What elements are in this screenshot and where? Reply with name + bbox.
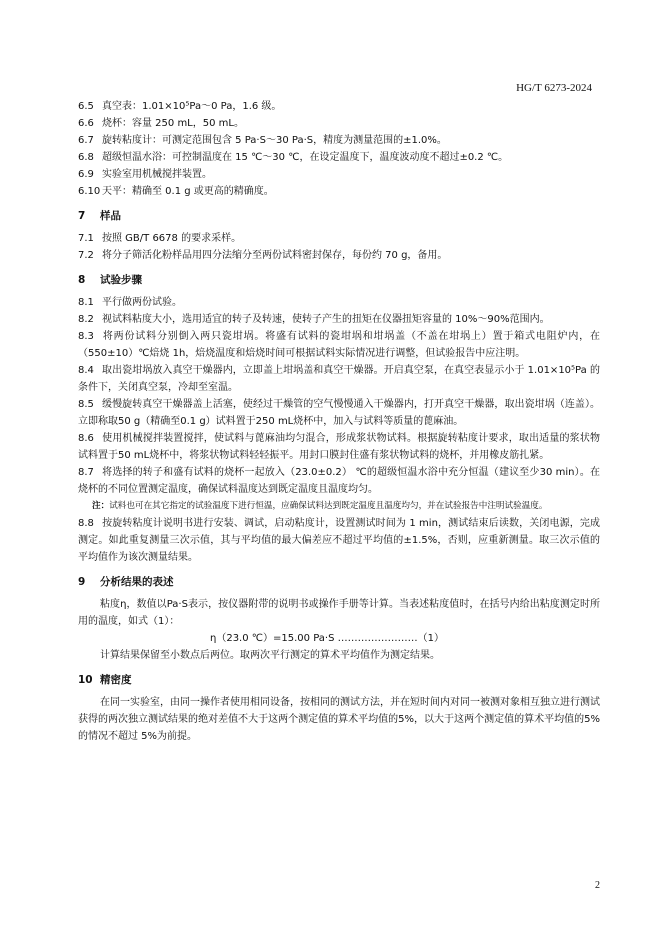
note: 注：试料也可在其它指定的试验温度下进行恒温，应确保试料达到既定温度且温度均匀，并在试验报告中注明试验温度。 [92, 501, 548, 511]
section-7-heading: 7 样品 [78, 210, 121, 222]
clause-8-2: 8.2 视试料粘度大小，选用适宜的转子及转速，使转子产生的扭矩在仪器扭矩容量的 10%～90%范围内。 [78, 314, 550, 325]
clause-8-6: 8.6 使用机械搅拌装置搅拌，使试料与蓖麻油均匀混合，形成浆状物试料。根据旋转粘度计要求，取出适量的浆状物试料置于50 mL烧杯中，将浆状物试料轻轻振平。用封口膜封住盛有浆状物试料的烧杯，并用橡皮筋扎紧。 [78, 433, 600, 461]
clause-8-3: 8.3 将两份试料分别倒入两只瓷坩埚。将盛有试料的瓷坩埚和坩埚盖（不盖在坩埚上）置于箱式电阻炉内，在（550±10）℃焙烧 1h，焙烧温度和焙烧时间可根据试料实际情况进行调整，但试验报告中应注明。 [78, 331, 600, 359]
apparatus-list [78, 98, 600, 200]
page-number: 2 [595, 880, 600, 891]
page-content [78, 98, 600, 745]
clause-7-2: 7.2 将分子筛活化粉样品用四分法缩分至两份试料密封保存，每份约 70 g，备用。 [78, 250, 448, 261]
clause-8-7: 8.7 将选择的转子和盛有试料的烧杯一起放入（23.0±0.2） ℃的超级恒温水浴中充分恒温（建议至少30 min）。在烧杯的不同位置测定温度，确保试料温度达到既定温度且温度均匀。 [78, 467, 600, 495]
clause-6-8: 6.8 超级恒温水浴：可控制温度在 15 ℃～30 ℃，在设定温度下，温度波动度不超过±0.2 ℃。 [78, 152, 509, 163]
clause-8-5: 8.5 缓慢旋转真空干燥器盖上活塞，使经过干燥管的空气慢慢通入干燥器内，打开真空干燥器，取出瓷坩埚（连盖）。立即称取50 g（精确至0.1 g）试料置于250 mL烧杯中，加入与试料等质量的蓖麻油。 [78, 399, 600, 427]
clause-7-1: 7.1 按照 GB/T 6678 的要求采样。 [78, 233, 242, 244]
formula-1: η（23.0 ℃）=15.00 Pa·S ……………………（1） [210, 633, 444, 644]
section-9-heading: 9 分析结果的表述 [78, 576, 174, 588]
section-9-paragraph-1: 粘度η，数值以Pa·S表示，按仪器附带的说明书或操作手册等计算。当表述粘度值时，在括号内给出粘度测定时所用的温度，如式（1）： [78, 599, 600, 627]
clause-6-10: 6.10 天平：精确至 0.1 g 或更高的精确度。 [78, 186, 274, 197]
clause-6-5: 6.5 真空表：1.01×10⁵Pa～0 Pa，1.6 级。 [78, 101, 282, 112]
clause-8-8: 8.8 按旋转粘度计说明书进行安装、调试，启动粘度计，设置测试时间为 1 min，测试结束后读数，关闭电源，完成测定。如此重复测量三次示值，其与平均值的最大偏差应不超过平均值的±1.5%，否则，应重新测量。取三次示值的平均值作为该次测量结果。 [78, 518, 600, 563]
standard-number: HG/T 6273-2024 [516, 82, 592, 94]
section-9-paragraph-2: 计算结果保留至小数点后两位。取两次平行测定的算术平均值作为测定结果。 [100, 650, 440, 661]
clause-8-4: 8.4 取出瓷坩埚放入真空干燥器内，立即盖上坩埚盖和真空干燥器。开启真空泵，在真空表显示小于 1.01×10⁵Pa 的条件下，关闭真空泵，冷却至室温。 [78, 365, 600, 393]
clause-8-1: 8.1 平行做两份试验。 [78, 297, 182, 308]
clause-6-6: 6.6 烧杯：容量 250 mL，50 mL。 [78, 118, 244, 129]
clause-6-9: 6.9 实验室用机械搅拌装置。 [78, 169, 212, 180]
section-10-heading: 10 精密度 [78, 674, 132, 686]
section-10-paragraph: 在同一实验室，由同一操作者使用相同设备，按相同的测试方法，并在短时间内对同一被测对象相互独立进行测试获得的两次独立测试结果的绝对差值不大于这两个测定值的算术平均值的5%，以大于这两个测定值的算术平均值的5%的情况不超过 5%为前提。 [78, 697, 600, 742]
section-8-heading: 8 试验步骤 [78, 274, 142, 286]
clause-6-7: 6.7 旋转粘度计：可测定范围包含 5 Pa·S～30 Pa·S，精度为测量范围的±1.0%。 [78, 135, 447, 146]
